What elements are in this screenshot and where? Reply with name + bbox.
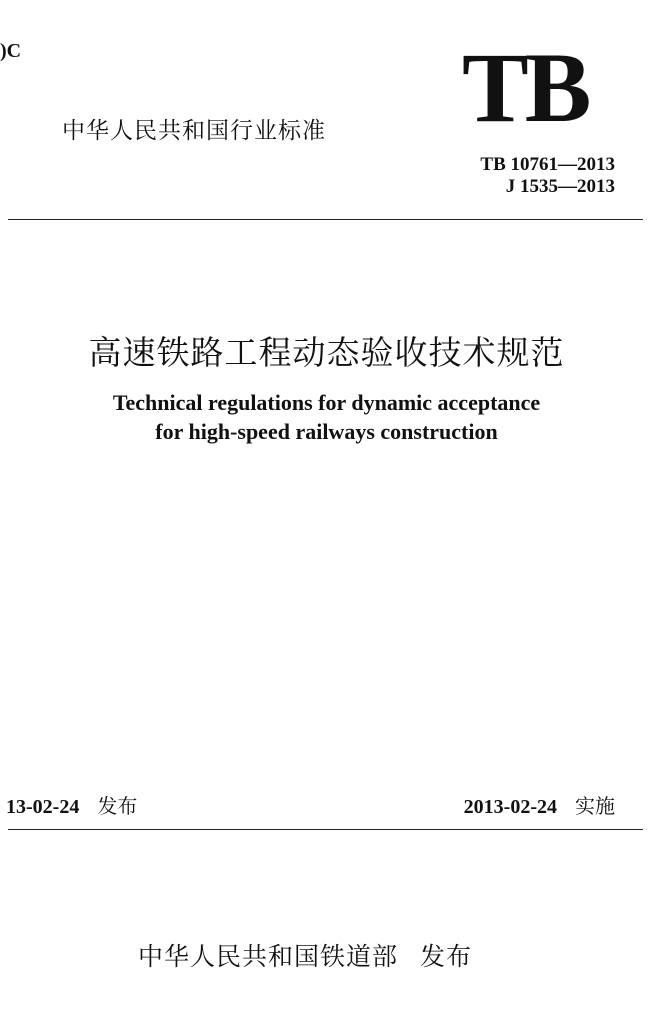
implementation-date: 2013-02-24 xyxy=(463,796,557,818)
title-english-line-1: Technical regulations for dynamic acceptance xyxy=(112,390,541,415)
title-english-line-2: for high-speed railways construction xyxy=(155,419,498,444)
header-divider xyxy=(8,219,643,220)
publisher-name: 中华人民共和国铁道部 xyxy=(138,942,399,971)
publisher-label: 发布 xyxy=(420,942,473,971)
standard-code-j: J 1535—2013 xyxy=(505,176,615,197)
title-english xyxy=(0,388,653,446)
footer-divider xyxy=(8,829,643,830)
title-chinese: 高速铁路工程动态验收技术规范 xyxy=(88,333,565,372)
issue-label: 发布 xyxy=(97,794,138,818)
standard-code-tb: TB 10761—2013 xyxy=(480,154,615,175)
implementation-label: 实施 xyxy=(575,794,615,818)
standard-type-title: 中华人民共和国行业标准 xyxy=(62,118,326,144)
issue-date-block xyxy=(6,790,137,819)
corner-fragment-text: )C xyxy=(0,40,22,62)
publisher-block xyxy=(138,937,472,973)
standard-codes xyxy=(480,154,615,198)
tb-logo: TB xyxy=(462,32,588,143)
issue-date: 13-02-24 xyxy=(6,796,80,818)
implementation-date-block xyxy=(464,790,615,819)
